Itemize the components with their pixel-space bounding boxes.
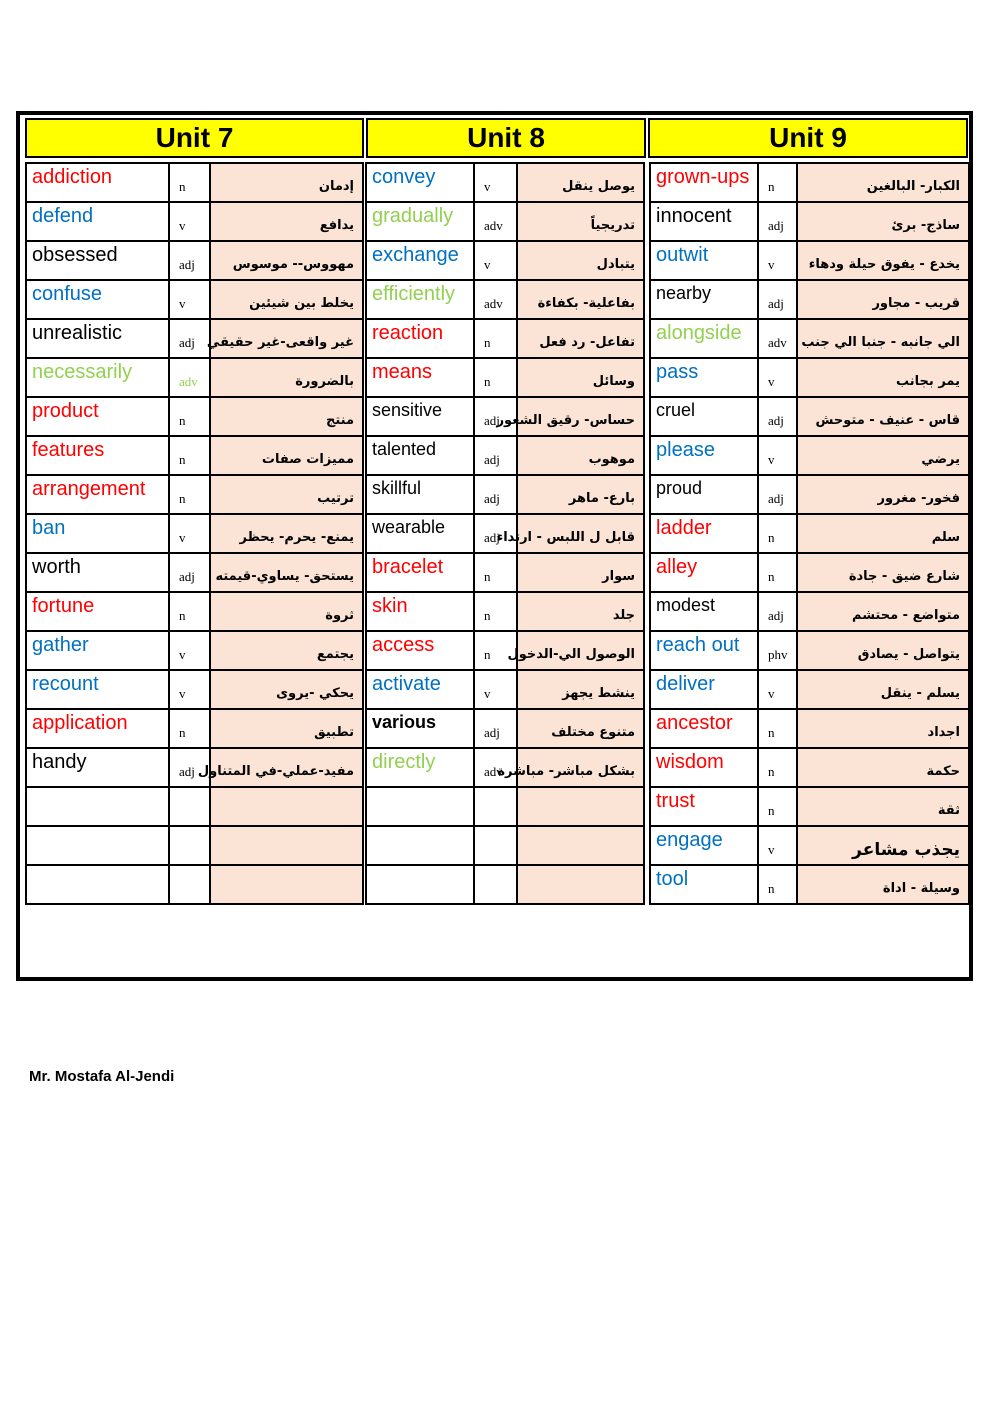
english-word: cruel: [650, 397, 758, 436]
arabic-meaning: [210, 865, 363, 904]
part-of-speech: v: [474, 670, 517, 709]
vocab-row: [26, 319, 363, 358]
english-word: ban: [26, 514, 169, 553]
arabic-meaning: يتبادل: [517, 241, 644, 280]
english-word: skin: [366, 592, 474, 631]
english-word: application: [26, 709, 169, 748]
english-word: handy: [26, 748, 169, 787]
english-word: product: [26, 397, 169, 436]
part-of-speech: n: [474, 358, 517, 397]
part-of-speech: v: [169, 202, 210, 241]
arabic-meaning: حساس- رقيق الشعور: [517, 397, 644, 436]
english-word: nearby: [650, 280, 758, 319]
arabic-meaning: حكمة: [797, 748, 969, 787]
vocab-row: [366, 865, 644, 904]
part-of-speech: n: [758, 748, 797, 787]
part-of-speech: v: [474, 163, 517, 202]
vocab-row: [650, 553, 969, 592]
arabic-meaning: مميزات صفات: [210, 436, 363, 475]
vocab-row: [650, 319, 969, 358]
english-word: arrangement: [26, 475, 169, 514]
part-of-speech: n: [758, 553, 797, 592]
vocab-row: [366, 553, 644, 592]
unit-7-grid: [25, 162, 364, 905]
part-of-speech: v: [169, 514, 210, 553]
vocab-row: [366, 202, 644, 241]
part-of-speech: v: [758, 436, 797, 475]
arabic-meaning: مهووس-- موسوس: [210, 241, 363, 280]
arabic-meaning: بشكل مباشر- مباشرة: [517, 748, 644, 787]
vocab-row: [366, 748, 644, 787]
vocab-row: [26, 475, 363, 514]
part-of-speech: n: [758, 514, 797, 553]
vocab-row: [650, 670, 969, 709]
english-word: confuse: [26, 280, 169, 319]
unit-header-row: [23, 118, 966, 160]
part-of-speech: adj: [169, 748, 210, 787]
english-word: features: [26, 436, 169, 475]
arabic-meaning: يمنع- يحرم- يحظر: [210, 514, 363, 553]
arabic-meaning: الوصول الي-الدخول: [517, 631, 644, 670]
vocab-row: [26, 397, 363, 436]
part-of-speech: v: [758, 826, 797, 865]
vocab-row: [26, 709, 363, 748]
arabic-meaning: فخور- مغرور: [797, 475, 969, 514]
arabic-meaning: [517, 787, 644, 826]
english-word: tool: [650, 865, 758, 904]
english-word: [26, 787, 169, 826]
arabic-meaning: تفاعل- رد فعل: [517, 319, 644, 358]
arabic-meaning: متنوع مختلف: [517, 709, 644, 748]
english-word: defend: [26, 202, 169, 241]
part-of-speech: adv: [474, 748, 517, 787]
arabic-meaning: متواضع - محتشم: [797, 592, 969, 631]
vocab-row: [366, 670, 644, 709]
unit-7-word-list: [25, 162, 364, 905]
arabic-meaning: بارع- ماهر: [517, 475, 644, 514]
vocab-row: [366, 475, 644, 514]
arabic-meaning: ساذج- برئ: [797, 202, 969, 241]
arabic-meaning: منتج: [210, 397, 363, 436]
arabic-meaning: يخلط بين شيئين: [210, 280, 363, 319]
vocab-row: [650, 514, 969, 553]
english-word: recount: [26, 670, 169, 709]
english-word: innocent: [650, 202, 758, 241]
english-word: unrealistic: [26, 319, 169, 358]
part-of-speech: v: [169, 670, 210, 709]
arabic-meaning: الكبار- البالغين: [797, 163, 969, 202]
english-word: obsessed: [26, 241, 169, 280]
unit-9-word-list: [649, 162, 970, 905]
part-of-speech: adj: [474, 436, 517, 475]
vocab-row: [26, 865, 363, 904]
arabic-meaning: يدافع: [210, 202, 363, 241]
vocab-row: [650, 592, 969, 631]
english-word: proud: [650, 475, 758, 514]
part-of-speech: adj: [169, 319, 210, 358]
vocab-row: [650, 280, 969, 319]
english-word: deliver: [650, 670, 758, 709]
vocab-row: [366, 241, 644, 280]
part-of-speech: [474, 865, 517, 904]
vocab-row: [26, 553, 363, 592]
arabic-meaning: جلد: [517, 592, 644, 631]
vocab-row: [650, 397, 969, 436]
english-word: [26, 826, 169, 865]
english-word: gradually: [366, 202, 474, 241]
vocab-row: [26, 514, 363, 553]
english-word: directly: [366, 748, 474, 787]
vocab-row: [650, 631, 969, 670]
part-of-speech: adj: [758, 592, 797, 631]
arabic-meaning: سوار: [517, 553, 644, 592]
english-word: please: [650, 436, 758, 475]
vocab-row: [366, 631, 644, 670]
arabic-meaning: بفاعلية- بكفاءة: [517, 280, 644, 319]
vocab-row: [26, 202, 363, 241]
arabic-meaning: مفيد-عملي-في المتناول: [210, 748, 363, 787]
vocab-row: [650, 709, 969, 748]
part-of-speech: [474, 826, 517, 865]
part-of-speech: n: [474, 631, 517, 670]
vocab-row: [26, 826, 363, 865]
english-word: efficiently: [366, 280, 474, 319]
arabic-meaning: يحكي -يروى: [210, 670, 363, 709]
arabic-meaning: ثروة: [210, 592, 363, 631]
unit-8-grid: [365, 162, 645, 905]
vocab-row: [650, 163, 969, 202]
vocab-row: [366, 592, 644, 631]
vocab-row: [366, 436, 644, 475]
part-of-speech: n: [474, 553, 517, 592]
vocab-row: [650, 241, 969, 280]
arabic-meaning: بالضرورة: [210, 358, 363, 397]
vocab-row: [650, 787, 969, 826]
vocab-row: [366, 358, 644, 397]
part-of-speech: n: [758, 163, 797, 202]
english-word: [366, 826, 474, 865]
part-of-speech: v: [169, 631, 210, 670]
part-of-speech: n: [169, 397, 210, 436]
arabic-meaning: قريب - مجاور: [797, 280, 969, 319]
arabic-meaning: يمر بجانب: [797, 358, 969, 397]
part-of-speech: n: [758, 787, 797, 826]
vocab-row: [650, 202, 969, 241]
arabic-meaning: [210, 787, 363, 826]
vocab-row: [366, 319, 644, 358]
part-of-speech: phv: [758, 631, 797, 670]
vocab-row: [26, 358, 363, 397]
vocab-row: [366, 163, 644, 202]
english-word: [26, 865, 169, 904]
arabic-meaning: يجتمع: [210, 631, 363, 670]
arabic-meaning: تطبيق: [210, 709, 363, 748]
english-word: fortune: [26, 592, 169, 631]
unit-7-title: Unit 7: [25, 118, 364, 158]
part-of-speech: n: [758, 709, 797, 748]
english-word: worth: [26, 553, 169, 592]
arabic-meaning: إدمان: [210, 163, 363, 202]
english-word: [366, 787, 474, 826]
part-of-speech: adj: [474, 475, 517, 514]
english-word: necessarily: [26, 358, 169, 397]
arabic-meaning: وسائل: [517, 358, 644, 397]
english-word: reaction: [366, 319, 474, 358]
english-word: gather: [26, 631, 169, 670]
author-name: Mr. Mostafa Al-Jendi: [29, 1068, 175, 1085]
arabic-meaning: يجذب مشاعر: [797, 826, 969, 865]
vocab-row: [650, 865, 969, 904]
english-word: [366, 865, 474, 904]
vocab-row: [26, 241, 363, 280]
english-word: ladder: [650, 514, 758, 553]
arabic-meaning: يرضي: [797, 436, 969, 475]
vocab-row: [650, 826, 969, 865]
vocab-row: [650, 358, 969, 397]
part-of-speech: [474, 787, 517, 826]
vocab-row: [366, 787, 644, 826]
vocabulary-table: [16, 111, 973, 981]
vocab-row: [26, 787, 363, 826]
english-word: convey: [366, 163, 474, 202]
arabic-meaning: [517, 826, 644, 865]
arabic-meaning: ينشط يجهز: [517, 670, 644, 709]
vocab-row: [650, 748, 969, 787]
vocab-row: [650, 436, 969, 475]
english-word: grown-ups: [650, 163, 758, 202]
part-of-speech: v: [758, 241, 797, 280]
vocab-row: [366, 280, 644, 319]
part-of-speech: n: [169, 475, 210, 514]
english-word: wisdom: [650, 748, 758, 787]
vocab-row: [366, 397, 644, 436]
part-of-speech: v: [169, 280, 210, 319]
arabic-meaning: [517, 865, 644, 904]
vocab-row: [26, 163, 363, 202]
english-word: pass: [650, 358, 758, 397]
part-of-speech: adv: [758, 319, 797, 358]
part-of-speech: v: [758, 358, 797, 397]
english-word: reach out: [650, 631, 758, 670]
vocab-row: [26, 748, 363, 787]
part-of-speech: adj: [169, 241, 210, 280]
part-of-speech: adj: [758, 475, 797, 514]
arabic-meaning: شارع ضيق - جادة: [797, 553, 969, 592]
part-of-speech: adv: [169, 358, 210, 397]
part-of-speech: [169, 787, 210, 826]
english-word: means: [366, 358, 474, 397]
english-word: addiction: [26, 163, 169, 202]
part-of-speech: n: [169, 163, 210, 202]
arabic-meaning: اجداد: [797, 709, 969, 748]
english-word: various: [366, 709, 474, 748]
part-of-speech: [169, 826, 210, 865]
arabic-meaning: يوصل ينقل: [517, 163, 644, 202]
part-of-speech: adv: [474, 202, 517, 241]
vocab-row: [26, 280, 363, 319]
part-of-speech: n: [474, 319, 517, 358]
part-of-speech: n: [169, 436, 210, 475]
part-of-speech: adj: [474, 397, 517, 436]
english-word: ancestor: [650, 709, 758, 748]
english-word: outwit: [650, 241, 758, 280]
arabic-meaning: يخدع - يفوق حيلة ودهاء: [797, 241, 969, 280]
part-of-speech: adj: [758, 397, 797, 436]
part-of-speech: adj: [169, 553, 210, 592]
english-word: alley: [650, 553, 758, 592]
english-word: sensitive: [366, 397, 474, 436]
part-of-speech: adj: [474, 709, 517, 748]
english-word: talented: [366, 436, 474, 475]
vocab-row: [366, 514, 644, 553]
part-of-speech: n: [474, 592, 517, 631]
english-word: bracelet: [366, 553, 474, 592]
english-word: alongside: [650, 319, 758, 358]
vocab-row: [26, 592, 363, 631]
part-of-speech: adv: [474, 280, 517, 319]
vocab-row: [650, 475, 969, 514]
arabic-meaning: [210, 826, 363, 865]
part-of-speech: v: [474, 241, 517, 280]
arabic-meaning: وسيلة - اداة: [797, 865, 969, 904]
arabic-meaning: غير واقعى-غير حقيقي: [210, 319, 363, 358]
english-word: trust: [650, 787, 758, 826]
arabic-meaning: موهوب: [517, 436, 644, 475]
part-of-speech: adj: [474, 514, 517, 553]
arabic-meaning: قابل ل اللبس - ارتداء: [517, 514, 644, 553]
part-of-speech: n: [758, 865, 797, 904]
arabic-meaning: ترتيب: [210, 475, 363, 514]
arabic-meaning: يتواصل - يصادق: [797, 631, 969, 670]
english-word: wearable: [366, 514, 474, 553]
part-of-speech: n: [169, 592, 210, 631]
arabic-meaning: قاس - عنيف - متوحش: [797, 397, 969, 436]
arabic-meaning: سلم: [797, 514, 969, 553]
english-word: engage: [650, 826, 758, 865]
arabic-meaning: الي جانبه - جنبا الي جنب: [797, 319, 969, 358]
unit-9-grid: [649, 162, 970, 905]
arabic-meaning: يستحق- يساوي-قيمته: [210, 553, 363, 592]
english-word: access: [366, 631, 474, 670]
arabic-meaning: تدريجياً: [517, 202, 644, 241]
english-word: exchange: [366, 241, 474, 280]
vocab-row: [26, 631, 363, 670]
unit-9-title: Unit 9: [648, 118, 968, 158]
part-of-speech: adj: [758, 280, 797, 319]
vocab-row: [366, 826, 644, 865]
part-of-speech: v: [758, 670, 797, 709]
part-of-speech: adj: [758, 202, 797, 241]
part-of-speech: n: [169, 709, 210, 748]
part-of-speech: [169, 865, 210, 904]
english-word: activate: [366, 670, 474, 709]
unit-8-word-list: [365, 162, 645, 905]
english-word: skillful: [366, 475, 474, 514]
unit-8-title: Unit 8: [366, 118, 646, 158]
english-word: modest: [650, 592, 758, 631]
arabic-meaning: ثقة: [797, 787, 969, 826]
vocab-row: [26, 670, 363, 709]
arabic-meaning: يسلم - ينقل: [797, 670, 969, 709]
vocab-row: [366, 709, 644, 748]
vocab-row: [26, 436, 363, 475]
